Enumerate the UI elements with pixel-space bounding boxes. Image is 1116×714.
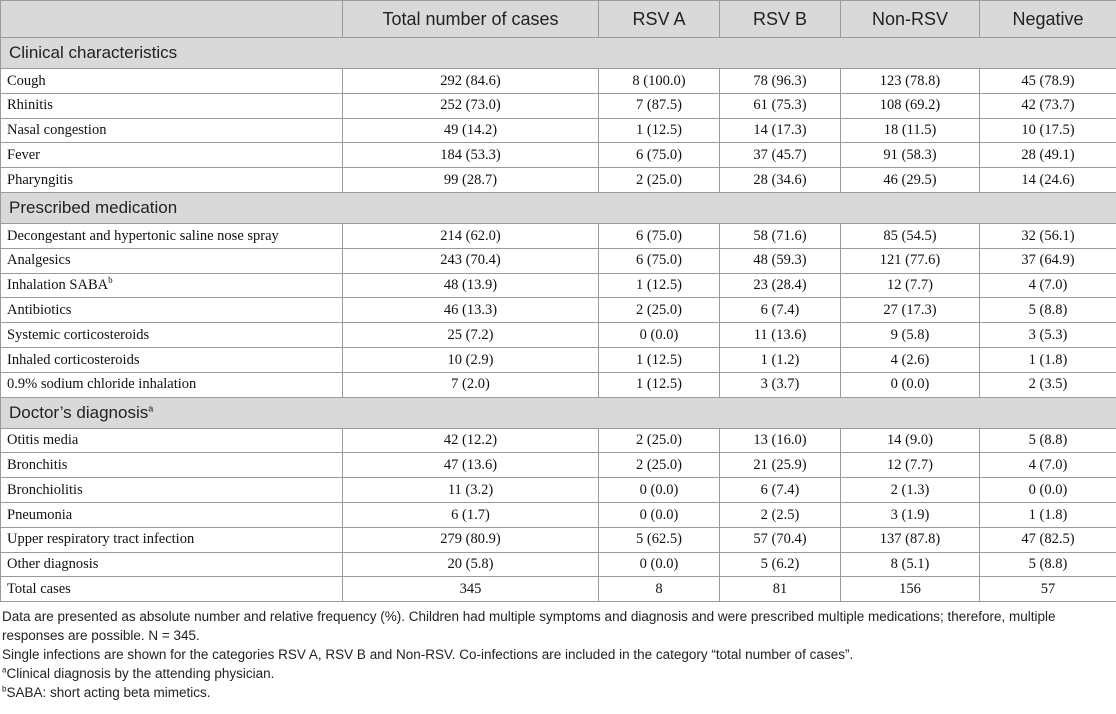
section-header-row [1,38,1116,69]
table-row [1,69,1116,94]
section-title-text: Doctor’s diagnosis [9,402,149,422]
table-cell: 6 (7.4) [720,298,841,323]
table-row [1,502,1116,527]
table-cell: 46 (29.5) [841,168,980,193]
table-cell: 18 (11.5) [841,118,980,143]
table-row [1,298,1116,323]
table-cell: 1 (1.2) [720,347,841,372]
table-cell: 46 (13.3) [343,298,599,323]
footnote-text: Clinical diagnosis by the attending physician. [6,666,275,682]
row-label-text: Analgesics [7,252,71,269]
row-label-text: Nasal congestion [7,122,107,139]
table-header-row [1,1,1116,38]
row-label [1,453,343,478]
row-label [1,248,343,273]
table-cell: 7 (2.0) [343,372,599,397]
table-cell: 21 (25.9) [720,453,841,478]
table-cell: 57 [980,577,1116,602]
table-cell: 5 (6.2) [720,552,841,577]
footnote-text: Data are presented as absolute number and relative frequency (%). Children had multiple symptoms and diagnosis and were prescribed multiple medications; therefore, multiple responses are possible. N = 345. [2,609,1056,644]
header-blank-cell [1,1,343,38]
table-row [1,552,1116,577]
table-cell: 2 (25.0) [599,453,720,478]
table-cell: 20 (5.8) [343,552,599,577]
row-label-text: Inhalation SABA [7,277,109,294]
row-label [1,223,343,248]
table-cell: 85 (54.5) [841,223,980,248]
table-cell: 6 (7.4) [720,478,841,503]
table-cell: 2 (25.0) [599,298,720,323]
table-cell: 5 (8.8) [980,428,1116,453]
row-label [1,69,343,94]
table-cell: 58 (71.6) [720,223,841,248]
header-rsv-b: RSV B [720,1,841,38]
table-cell: 345 [343,577,599,602]
table-cell: 5 (62.5) [599,527,720,552]
footnote-marker: b [108,275,113,286]
table-cell: 4 (7.0) [980,273,1116,298]
table-cell: 12 (7.7) [841,273,980,298]
table-cell: 123 (78.8) [841,69,980,94]
row-label-text: Decongestant and hypertonic saline nose spray [7,227,279,244]
section-title-text: Prescribed medication [9,197,178,217]
row-label [1,143,343,168]
row-label [1,118,343,143]
footnote-text: Single infections are shown for the categories RSV A, RSV B and Non-RSV. Co-infections are included in the category “total number of cases”. [2,647,854,663]
table-row [1,93,1116,118]
table-cell: 1 (12.5) [599,118,720,143]
table-cell: 27 (17.3) [841,298,980,323]
table-cell: 47 (82.5) [980,527,1116,552]
table-cell: 0 (0.0) [599,552,720,577]
table-cell: 28 (34.6) [720,168,841,193]
table-cell: 6 (75.0) [599,143,720,168]
table-cell: 5 (8.8) [980,298,1116,323]
table-cell: 3 (5.3) [980,323,1116,348]
row-label [1,428,343,453]
table-cell: 279 (80.9) [343,527,599,552]
table-row [1,347,1116,372]
row-label-text: Bronchiolitis [7,481,83,498]
row-label-text: Pneumonia [7,506,73,523]
row-label-text: Bronchitis [7,457,68,473]
table-cell: 1 (12.5) [599,372,720,397]
table-cell: 6 (1.7) [343,502,599,527]
table-cell: 48 (13.9) [343,273,599,298]
table-cell: 214 (62.0) [343,223,599,248]
table-cell: 1 (1.8) [980,347,1116,372]
table-cell: 2 (25.0) [599,428,720,453]
table-cell: 8 (100.0) [599,69,720,94]
table-cell: 11 (13.6) [720,323,841,348]
table-cell: 0 (0.0) [599,502,720,527]
table-cell: 108 (69.2) [841,93,980,118]
row-label-text: 0.9% sodium chloride inhalation [7,376,197,393]
table-cell: 0 (0.0) [599,478,720,503]
table-cell: 137 (87.8) [841,527,980,552]
table-cell: 2 (25.0) [599,168,720,193]
table-cell: 0 (0.0) [599,323,720,348]
table-cell: 8 [599,577,720,602]
row-label [1,527,343,552]
table-cell: 156 [841,577,980,602]
footnote-text: SABA: short acting beta mimetics. [6,685,211,701]
table-row [1,527,1116,552]
table-cell: 42 (73.7) [980,93,1116,118]
row-label-text: Inhaled corticosteroids [7,351,140,368]
table-cell: 1 (12.5) [599,273,720,298]
header-rsv-a: RSV A [599,1,720,38]
section-header-row [1,397,1116,428]
table-cell: 10 (17.5) [980,118,1116,143]
row-label [1,478,343,503]
table-cell: 252 (73.0) [343,93,599,118]
total-row [1,577,1116,602]
table-cell: 6 (75.0) [599,223,720,248]
table-row [1,478,1116,503]
table-row [1,372,1116,397]
table-row [1,118,1116,143]
table-cell: 81 [720,577,841,602]
table-cell: 3 (1.9) [841,502,980,527]
footnote-single-infections [2,645,1114,664]
table-cell: 1 (1.8) [980,502,1116,527]
footnote-b [2,683,1114,702]
table-cell: 184 (53.3) [343,143,599,168]
table-cell: 0 (0.0) [841,372,980,397]
table-row [1,143,1116,168]
table-cell: 7 (87.5) [599,93,720,118]
table-cell: 2 (1.3) [841,478,980,503]
row-label-text: Other diagnosis [7,556,99,573]
section-title-text: Clinical characteristics [9,43,178,62]
table-cell: 47 (13.6) [343,453,599,478]
row-label-text: Upper respiratory tract infection [7,531,195,548]
header-negative: Negative [980,1,1116,38]
table-cell: 13 (16.0) [720,428,841,453]
row-label-text: Cough [7,72,46,89]
table-cell: 61 (75.3) [720,93,841,118]
table-cell: 2 (3.5) [980,372,1116,397]
row-label [1,323,343,348]
table-cell: 32 (56.1) [980,223,1116,248]
table-row [1,168,1116,193]
header-total-cases: Total number of cases [343,1,599,38]
table-cell: 49 (14.2) [343,118,599,143]
row-label [1,298,343,323]
table-footnotes [0,602,1116,702]
section-title [1,192,1116,223]
table-cell: 91 (58.3) [841,143,980,168]
table-cell: 2 (2.5) [720,502,841,527]
table-cell: 23 (28.4) [720,273,841,298]
table-cell: 99 (28.7) [343,168,599,193]
section-title [1,397,1116,428]
row-label [1,502,343,527]
table-cell: 28 (49.1) [980,143,1116,168]
table-cell: 5 (8.8) [980,552,1116,577]
row-label-text: Rhinitis [7,97,53,114]
row-label: Total cases [1,577,343,602]
table-cell: 14 (24.6) [980,168,1116,193]
table-cell: 14 (9.0) [841,428,980,453]
table-cell: 243 (70.4) [343,248,599,273]
table-cell: 4 (7.0) [980,453,1116,478]
row-label [1,93,343,118]
header-non-rsv: Non-RSV [841,1,980,38]
footnote-marker: a [2,665,7,675]
table-row [1,453,1116,478]
table-cell: 37 (64.9) [980,248,1116,273]
footnote-marker: a [148,402,154,413]
row-label [1,347,343,372]
row-label [1,168,343,193]
row-label [1,552,343,577]
table-row [1,323,1116,348]
table-cell: 42 (12.2) [343,428,599,453]
row-label-text: Systemic corticosteroids [7,326,150,343]
table-cell: 25 (7.2) [343,323,599,348]
table-row [1,248,1116,273]
table-cell: 11 (3.2) [343,478,599,503]
row-label-text: Fever [7,147,41,164]
footnote-data-description [2,607,1114,645]
footnote-marker: b [2,684,7,694]
table-cell: 121 (77.6) [841,248,980,273]
table-cell: 9 (5.8) [841,323,980,348]
table-cell: 1 (12.5) [599,347,720,372]
footnote-a [2,664,1114,683]
table-cell: 78 (96.3) [720,69,841,94]
section-header-row [1,192,1116,223]
table-cell: 4 (2.6) [841,347,980,372]
table-cell: 0 (0.0) [980,478,1116,503]
row-label-text: Antibiotics [7,302,72,319]
row-label [1,372,343,397]
table-cell: 12 (7.7) [841,453,980,478]
table-cell: 37 (45.7) [720,143,841,168]
table-cell: 3 (3.7) [720,372,841,397]
table-cell: 57 (70.4) [720,527,841,552]
row-label [1,273,343,298]
section-title [1,38,1116,69]
table-row [1,223,1116,248]
table-row [1,428,1116,453]
table-cell: 292 (84.6) [343,69,599,94]
table-cell: 48 (59.3) [720,248,841,273]
table-cell: 45 (78.9) [980,69,1116,94]
table-cell: 6 (75.0) [599,248,720,273]
table-cell: 10 (2.9) [343,347,599,372]
row-label-text: Pharyngitis [7,171,74,188]
row-label-text: Otitis media [7,432,79,449]
table-cell: 8 (5.1) [841,552,980,577]
table-cell: 14 (17.3) [720,118,841,143]
table-row [1,273,1116,298]
